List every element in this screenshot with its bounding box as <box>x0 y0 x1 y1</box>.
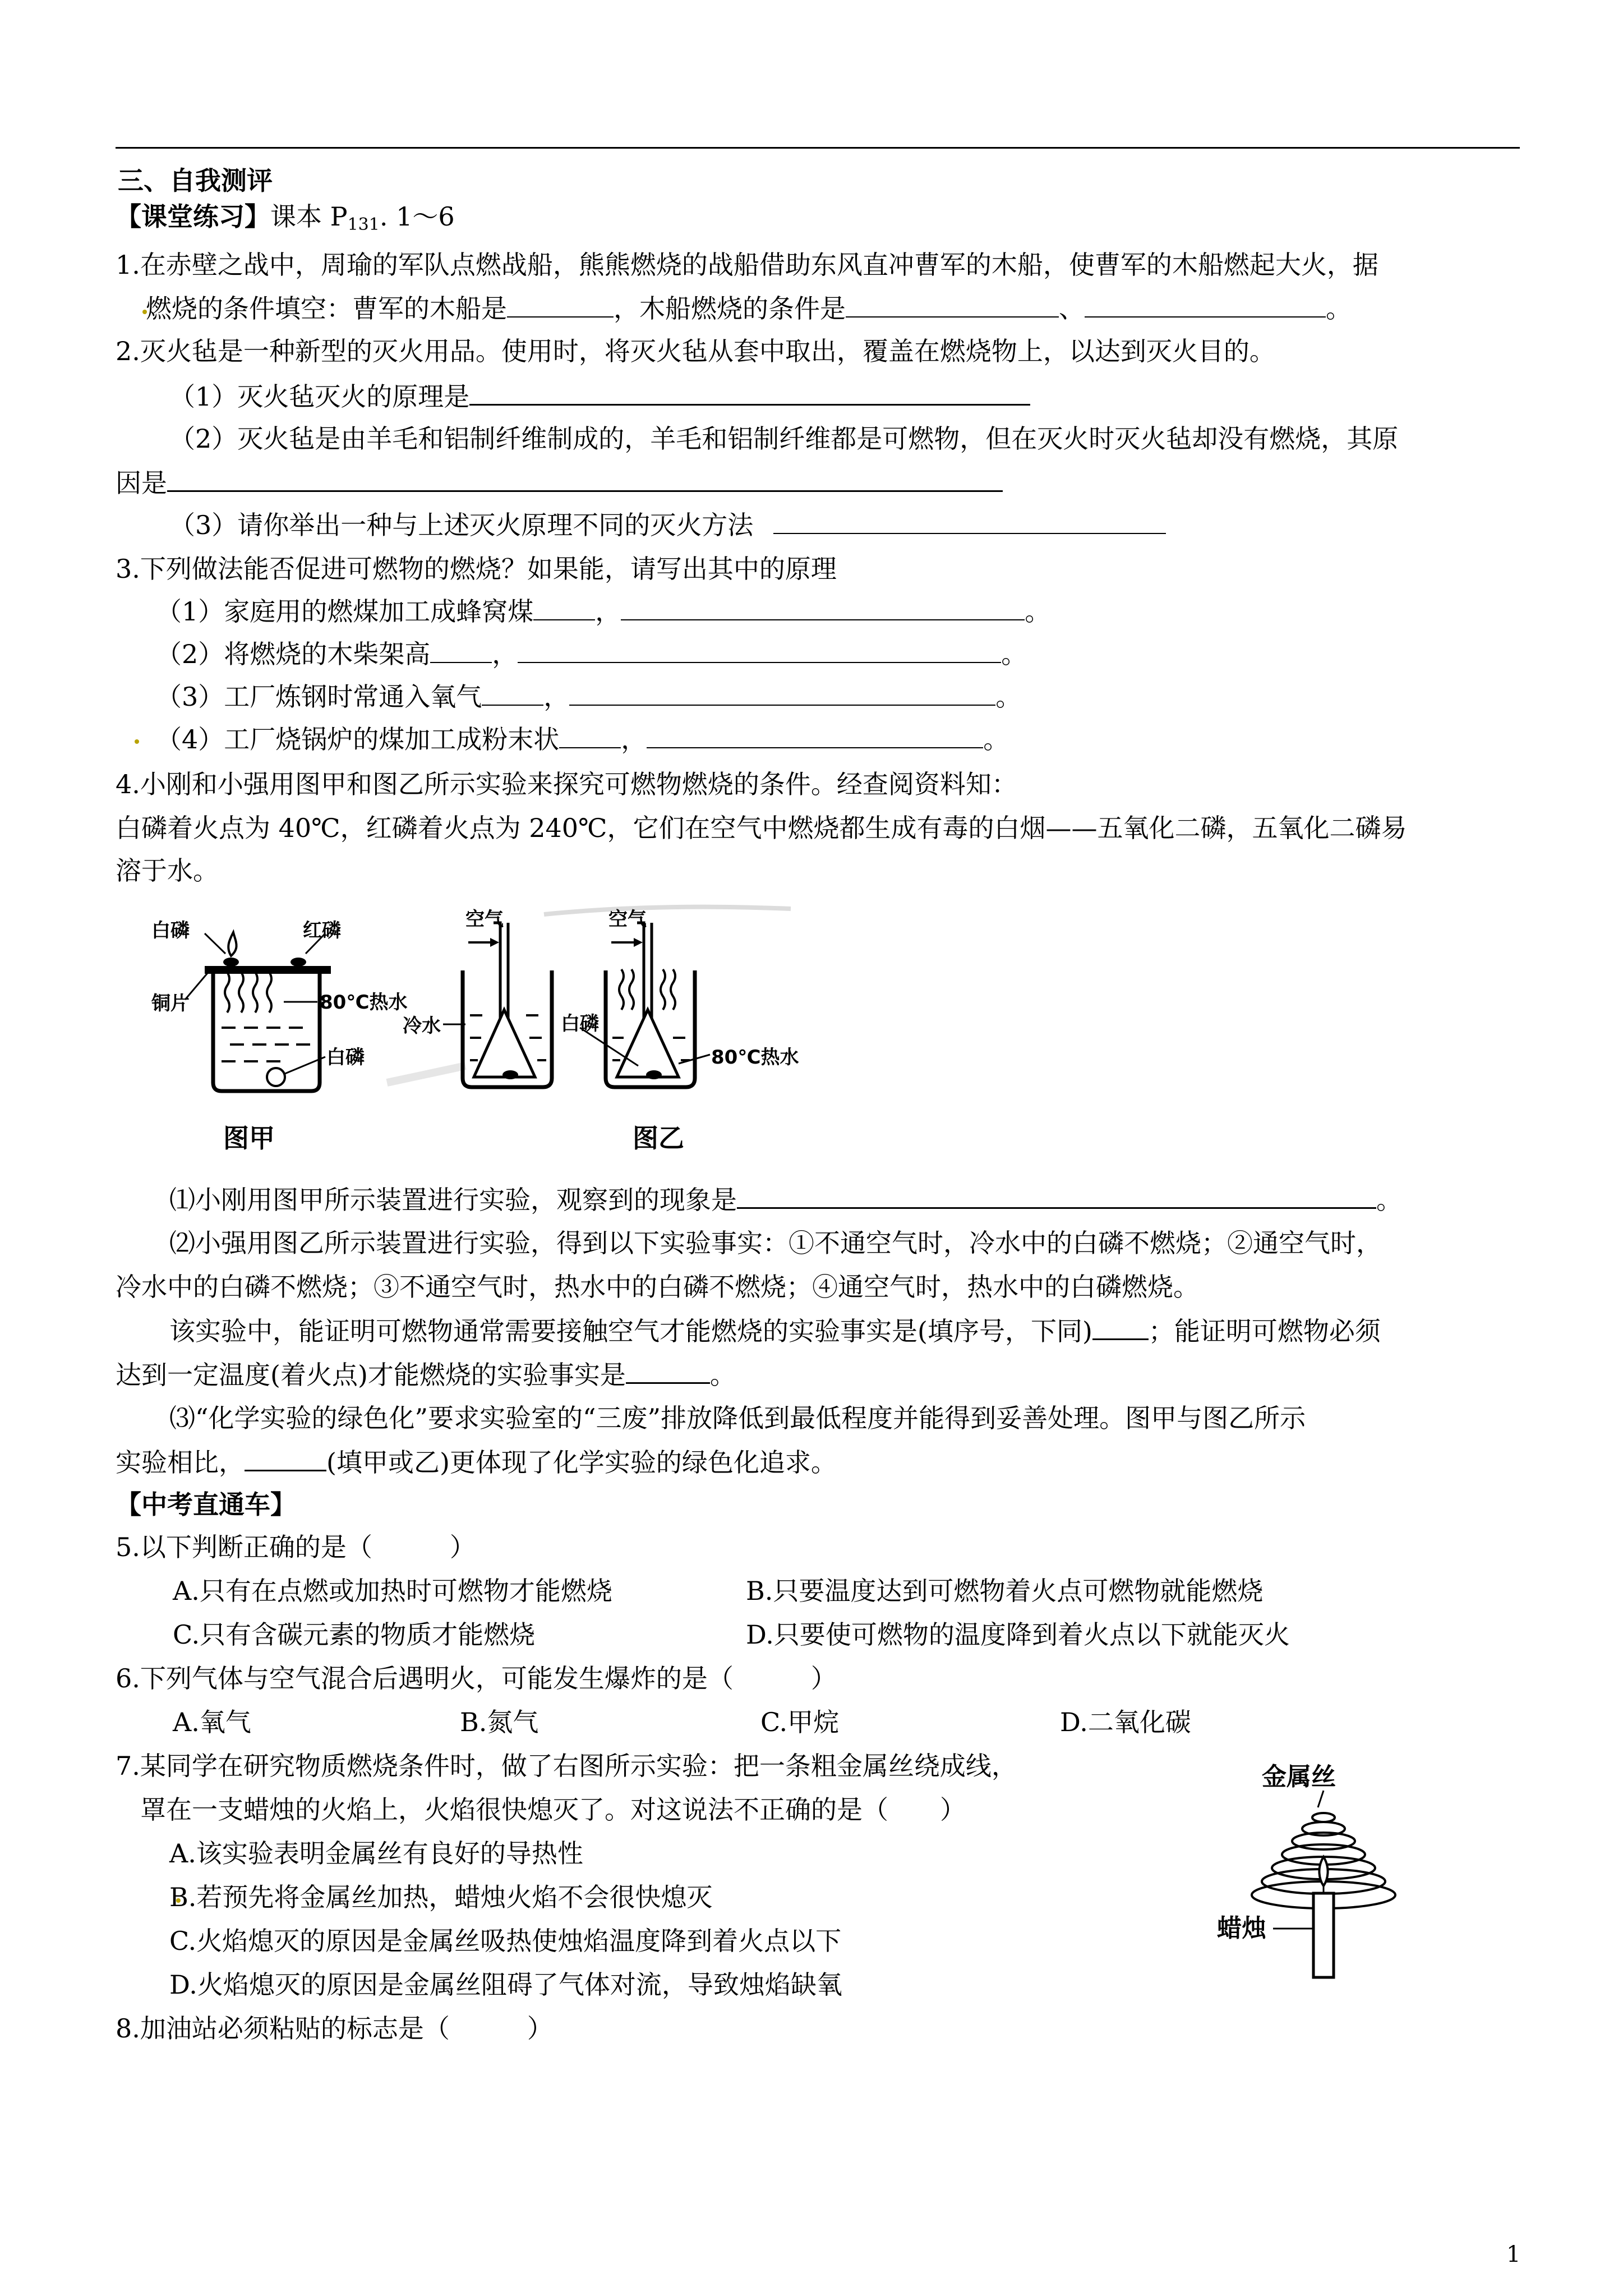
candle-body <box>1313 1893 1334 1977</box>
q6-stem: 6.下列气体与空气混合后遇明火，可能发生爆炸的是（ ） <box>116 1663 837 1694</box>
label-hot-water-jia: 80℃热水 <box>320 991 408 1014</box>
q2-part2-text: 因是 <box>116 468 167 498</box>
q3-blank-1b[interactable] <box>621 595 1025 620</box>
q4-part1 <box>169 1182 1402 1217</box>
q4-part2-line4-text: 达到一定温度(着火点)才能燃烧的实验事实是 <box>116 1360 626 1390</box>
textbook-ref-page: 131 <box>347 215 380 234</box>
q1-blank-2[interactable] <box>846 292 1059 318</box>
label-white-phosphorus-bottom: 白磷 <box>326 1046 365 1069</box>
q4-part2-line4-end: 。 <box>709 1360 736 1390</box>
q3-end: 。 <box>1025 596 1051 627</box>
q5-option-a[interactable]: A.只有在点燃或加热时可燃物才能燃烧 <box>173 1576 612 1606</box>
q4-blank-1[interactable] <box>737 1182 1376 1209</box>
caption-figure-jia: 图甲 <box>223 1123 275 1153</box>
q3-end: 。 <box>1001 639 1027 669</box>
label-cold-water: 冷水 <box>403 1015 441 1037</box>
metal-wire-candle-figure <box>1217 1756 1453 1991</box>
label-white-phosphorus-yi: 白磷 <box>561 1013 599 1035</box>
q4-part1-end: 。 <box>1376 1185 1402 1215</box>
q3-item-3-text: （3）工厂炼钢时常通入氧气 <box>156 682 482 712</box>
q4-part2-line3-text: 该实验中，能证明可燃物通常需要接触空气才能燃烧的实验事实是(填序号，下同) <box>169 1316 1092 1346</box>
q1-text-a: 燃烧的条件填空：曹军的木船是 <box>146 293 507 324</box>
q3-item-4 <box>156 723 1009 756</box>
q1-text-d: 。 <box>1326 293 1352 324</box>
q1-line2 <box>146 292 1352 325</box>
label-hot-water-yi: 80℃热水 <box>711 1046 799 1069</box>
q2-part1 <box>169 379 1030 413</box>
q2-part2-line1: （2）灭火毡是由羊毛和铝制纤维制成的，羊毛和铝制纤维都是可燃物，但在灭火时灭火毡却没有燃烧，其原 <box>169 424 1399 454</box>
q5-option-c[interactable]: C.只有含碳元素的物质才能燃烧 <box>173 1619 536 1650</box>
classroom-label: 【课堂练习】 <box>116 201 270 232</box>
q4-part3-line1: ⑶“化学实验的绿色化”要求实验室的“三废”排放降低到最低程度并能得到妥善处理。图甲与图乙所示 <box>169 1403 1306 1433</box>
q7-option-c[interactable]: C.火焰熄灭的原因是金属丝吸热使烛焰温度降到着火点以下 <box>169 1926 842 1956</box>
label-white-phosphorus-top: 白磷 <box>151 919 190 942</box>
q3-comma: ， <box>621 724 647 754</box>
label-metal-wire: 金属丝 <box>1262 1763 1336 1791</box>
q2-blank-3[interactable] <box>773 508 1166 534</box>
q3-item-4-text: （4）工厂烧锅炉的煤加工成粉末状 <box>156 724 560 754</box>
q3-item-1-text: （1）家庭用的燃煤加工成蜂窝煤 <box>156 596 534 627</box>
q3-blank-1a[interactable] <box>533 595 595 620</box>
classroom-practice-heading <box>116 200 455 242</box>
q3-end: 。 <box>983 724 1009 754</box>
q3-item-3 <box>156 680 1021 714</box>
q1-text-b: ，木船燃烧的条件是 <box>614 293 846 324</box>
q5-option-b[interactable]: B.只要温度达到可燃物着火点可燃物就能燃烧 <box>746 1576 1264 1606</box>
q1-text-c: 、 <box>1059 293 1085 324</box>
q3-blank-3b[interactable] <box>569 680 995 706</box>
q2-part1-text: （1）灭火毡灭火的原理是 <box>169 381 470 412</box>
q5-stem: 5.以下判断正确的是（ ） <box>116 1532 476 1562</box>
q3-comma: ， <box>492 639 518 669</box>
q2-part3 <box>169 508 1166 542</box>
figure-yi <box>403 908 799 1153</box>
q2-part2-line2 <box>116 466 1003 500</box>
caption-figure-yi: 图乙 <box>633 1123 684 1153</box>
q2-blank-1[interactable] <box>469 379 1030 406</box>
q3-comma: ， <box>595 596 621 627</box>
q3-comma: ， <box>543 682 570 712</box>
q4-blank-4[interactable] <box>245 1445 326 1471</box>
zhongkao-heading: 【中考直通车】 <box>116 1489 296 1520</box>
q7-line2: 罩在一支蜡烛的火焰上，火焰很快熄灭了。对这说法不正确的是（ ） <box>140 1795 966 1825</box>
q6-option-d[interactable]: D.二氧化碳 <box>1060 1707 1191 1737</box>
q3-item-2 <box>156 637 1027 671</box>
q1-line1: 1.在赤壁之战中，周瑜的军队点燃战船，熊熊燃烧的战船借助东风直冲曹军的木船，使曹军的木船燃起大火，据 <box>116 250 1378 280</box>
q3-item-1 <box>156 595 1050 628</box>
q4-part3-line2 <box>116 1445 837 1479</box>
label-red-phosphorus: 红磷 <box>303 919 341 942</box>
q6-option-a[interactable]: A.氧气 <box>173 1707 251 1737</box>
q7-line1: 7.某同学在研究物质燃烧条件时，做了右图所示实验：把一条粗金属丝绕成线， <box>116 1751 1017 1781</box>
q4-part2-line3-tail: ；能证明可燃物必须 <box>1148 1316 1381 1346</box>
combustion-experiment-figure <box>151 898 948 1161</box>
label-air-right: 空气 <box>608 908 647 931</box>
q3-stem: 3.下列做法能否促进可燃物的燃烧？如果能，请写出其中的原理 <box>116 554 837 584</box>
section-title: 三、自我测评 <box>118 165 273 196</box>
page-number: 1 <box>1506 2242 1521 2267</box>
figure-jia <box>151 919 408 1153</box>
label-copper-sheet: 铜片 <box>151 992 190 1015</box>
q3-blank-2a[interactable] <box>430 637 492 663</box>
q3-item-2-text: （2）将燃烧的木柴架高 <box>156 639 431 669</box>
q3-blank-2b[interactable] <box>518 637 1001 663</box>
q6-option-b[interactable]: B.氮气 <box>460 1707 539 1737</box>
q7-option-b[interactable]: B.若预先将金属丝加热，蜡烛火焰不会很快熄灭 <box>169 1882 713 1912</box>
q1-blank-3[interactable] <box>1085 292 1326 318</box>
q4-blank-2[interactable] <box>1092 1314 1149 1340</box>
q2-part3-text: （3）请你举出一种与上述灭火原理不同的灭火方法 <box>169 510 754 540</box>
q8-stem: 8.加油站必须粘贴的标志是（ ） <box>116 2013 553 2044</box>
candle-flame-icon <box>1319 1857 1327 1886</box>
q3-end: 。 <box>995 682 1022 712</box>
q2-blank-2[interactable] <box>167 466 1003 492</box>
q5-option-d[interactable]: D.只要使可燃物的温度降到着火点以下就能灭火 <box>746 1619 1290 1650</box>
q4-part2-line3 <box>169 1314 1381 1348</box>
q6-option-c[interactable]: C.甲烷 <box>760 1707 840 1737</box>
q4-part2-line1: ⑵小强用图乙所示装置进行实验，得到以下实验事实：①不通空气时，冷水中的白磷不燃烧；②通空气时， <box>169 1228 1382 1258</box>
q4-part3-tail: (填甲或乙)更体现了化学实验的绿色化追求。 <box>326 1447 837 1478</box>
q4-info-line1: 白磷着火点为 40℃，红磷着火点为 240℃，它们在空气中燃烧都生成有毒的白烟——五氧化二磷，五氧化二磷易 <box>116 813 1407 843</box>
label-air-left: 空气 <box>465 908 504 931</box>
q4-part2-line4 <box>116 1358 736 1392</box>
label-candle: 蜡烛 <box>1217 1914 1266 1943</box>
q1-blank-1[interactable] <box>507 292 614 318</box>
q2-stem: 2.灭火毡是一种新型的灭火用品。使用时，将灭火毡从套中取出，覆盖在燃烧物上，以达到灭火目的。 <box>116 336 1275 366</box>
q7-option-a[interactable]: A.该实验表明金属丝有良好的导热性 <box>169 1838 583 1869</box>
header-rule <box>116 147 1520 149</box>
scan-dot <box>135 739 139 744</box>
q4-part3-text: 实验相比， <box>116 1447 245 1478</box>
q4-blank-3[interactable] <box>626 1358 710 1384</box>
q4-info-line2: 溶于水。 <box>116 855 219 886</box>
q3-blank-4a[interactable] <box>559 723 621 748</box>
q7-option-d[interactable]: D.火焰熄灭的原因是金属丝阻碍了气体对流，导致烛焰缺氧 <box>169 1970 842 2000</box>
q4-stem: 4.小刚和小强用图甲和图乙所示实验来探究可燃物燃烧的条件。经查阅资料知： <box>116 769 1017 799</box>
textbook-ref: 课本 P <box>270 201 348 232</box>
q4-part1-text: ⑴小刚用图甲所示装置进行实验，观察到的现象是 <box>169 1185 737 1215</box>
q3-blank-4b[interactable] <box>647 723 983 748</box>
q4-part2-line2: 冷水中的白磷不燃烧；③不通空气时，热水中的白磷不燃烧；④通空气时，热水中的白磷燃烧。 <box>116 1272 1199 1302</box>
q3-blank-3a[interactable] <box>482 680 543 706</box>
textbook-ref-range: . 1～6 <box>379 201 455 232</box>
